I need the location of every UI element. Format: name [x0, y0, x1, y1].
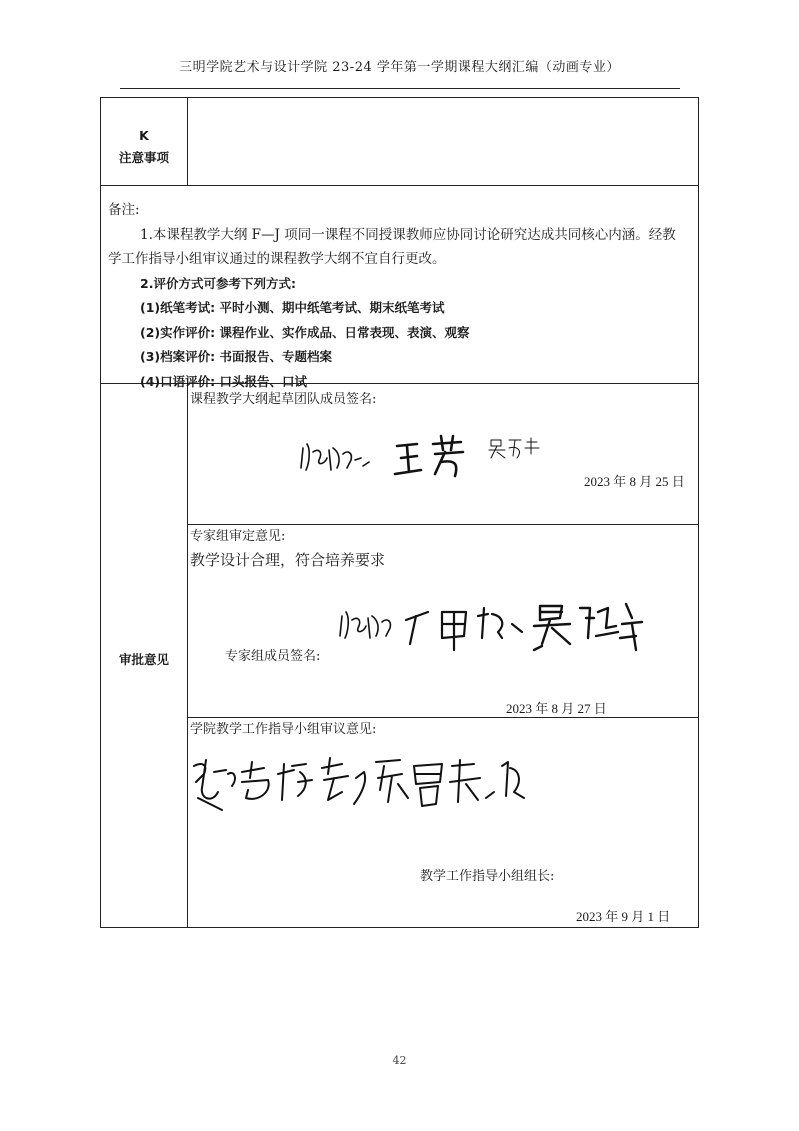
signature-drafter-2: [395, 436, 463, 476]
notes-method-1: (1)纸笔考试: 平时小测、期中纸笔考试、期末纸笔考试: [140, 300, 445, 315]
signature-expert-4: [534, 604, 642, 650]
signature-expert-3: [442, 608, 522, 650]
college-title: 学院教学工作指导小组审议意见:: [190, 722, 377, 737]
college-date: 2023 年 9 月 1 日: [576, 909, 671, 924]
notes-heading: 备注:: [108, 202, 140, 218]
notes-method-3: (3)档案评价: 书面报告、专题档案: [140, 349, 332, 364]
expert-sign-label: 专家组成员签名:: [225, 649, 321, 664]
notes-item1-line2: 学工作指导小组审议通过的课程教学大纲不宜自行更改。: [108, 251, 446, 267]
page-header-title: 三明学院艺术与设计学院 23-24 学年第一学期课程大纲汇编（动画专业）: [179, 60, 620, 75]
header-rule: [120, 88, 680, 89]
drafting-date: 2023 年 8 月 25 日: [584, 474, 685, 489]
expert-signatures: [336, 598, 646, 658]
notes-item2: 2.评价方式可参考下列方式:: [140, 275, 296, 291]
signature-expert-2: [406, 612, 428, 644]
expert-title: 专家组审定意见:: [190, 529, 286, 544]
notes-item1-line1: 1.本课程教学大纲 F—J 项同一课程不同授课教师应协同讨论研究达成共同核心内涵。经教: [140, 226, 676, 243]
notes-block: [108, 198, 693, 394]
signature-drafter-3: [489, 438, 539, 458]
approval-label: 审批意见: [118, 652, 169, 667]
section-k-letter: K: [139, 128, 149, 143]
signature-expert-1: [340, 612, 390, 638]
expert-opinion: 教学设计合理，符合培养要求: [190, 551, 386, 569]
section-k-label: 注意事项: [118, 150, 169, 165]
college-leader-label: 教学工作指导小组组长:: [420, 869, 555, 884]
drafting-title: 课程教学大纲起草团队成员签名:: [190, 392, 377, 407]
drafting-signatures: [295, 430, 555, 485]
college-handwritten-opinion: [188, 752, 528, 827]
signature-drafter-1: [301, 444, 369, 470]
notes-method-4: (4)口语评价: 口头报告、口试: [140, 373, 307, 389]
page-number: 42: [392, 1054, 407, 1067]
expert-date: 2023 年 8 月 27 日: [506, 701, 607, 716]
notes-method-2: (2)实作评价: 课程作业、实作成品、日常表现、表演、观察: [140, 324, 470, 340]
